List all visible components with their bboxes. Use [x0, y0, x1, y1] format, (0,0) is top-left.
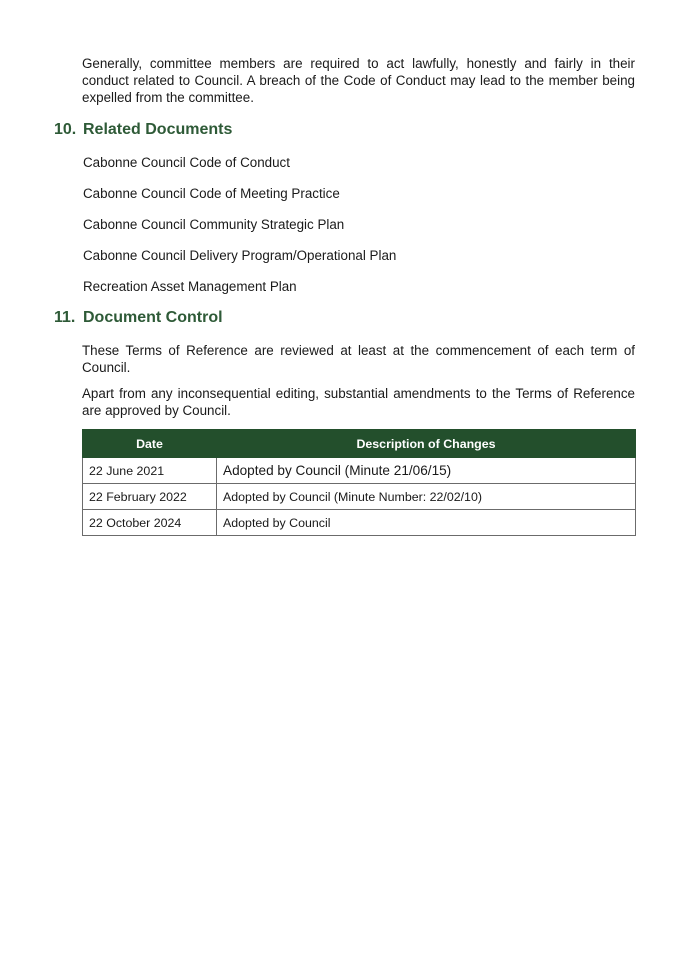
- section-10-heading: [54, 121, 232, 139]
- description-cell: Adopted by Council (Minute 21/06/15): [217, 458, 636, 484]
- related-document-item: Recreation Asset Management Plan: [83, 279, 297, 294]
- section-11-heading: [54, 309, 223, 327]
- section-10-title: Related Documents: [83, 121, 233, 138]
- related-document-item: Cabonne Council Code of Conduct: [83, 155, 290, 170]
- related-document-item: Cabonne Council Community Strategic Plan: [83, 217, 345, 232]
- date-cell: 22 October 2024: [83, 510, 217, 536]
- section-10-number: 10.: [54, 121, 77, 138]
- date-cell: 22 February 2022: [83, 484, 217, 510]
- description-cell: Adopted by Council (Minute Number: 22/02/10): [217, 484, 636, 510]
- description-column-header: Description of Changes: [217, 430, 636, 458]
- date-cell: 22 June 2021: [83, 458, 217, 484]
- table-row: [83, 484, 636, 510]
- related-document-item: Cabonne Council Code of Meeting Practice: [83, 186, 340, 201]
- table-row: [83, 510, 636, 536]
- table-header-row: [83, 430, 636, 458]
- amendments-paragraph: Apart from any inconsequential editing, substantial amendments to the Terms of Reference are approved by Council.: [82, 386, 635, 418]
- section-11-title: Document Control: [83, 309, 223, 326]
- table-row: [83, 458, 636, 484]
- date-column-header: Date: [83, 430, 217, 458]
- section-11-number: 11.: [54, 309, 76, 326]
- document-control-table: [82, 429, 636, 536]
- review-paragraph: These Terms of Reference are reviewed at least at the commencement of each term of Council.: [82, 343, 635, 375]
- related-document-item: Cabonne Council Delivery Program/Operational Plan: [83, 248, 397, 263]
- intro-paragraph: Generally, committee members are required to act lawfully, honestly and fairly in their conduct related to Council. A breach of the Code of Conduct may lead to the member being expelled from the committee.: [82, 56, 635, 105]
- description-cell: Adopted by Council: [217, 510, 636, 536]
